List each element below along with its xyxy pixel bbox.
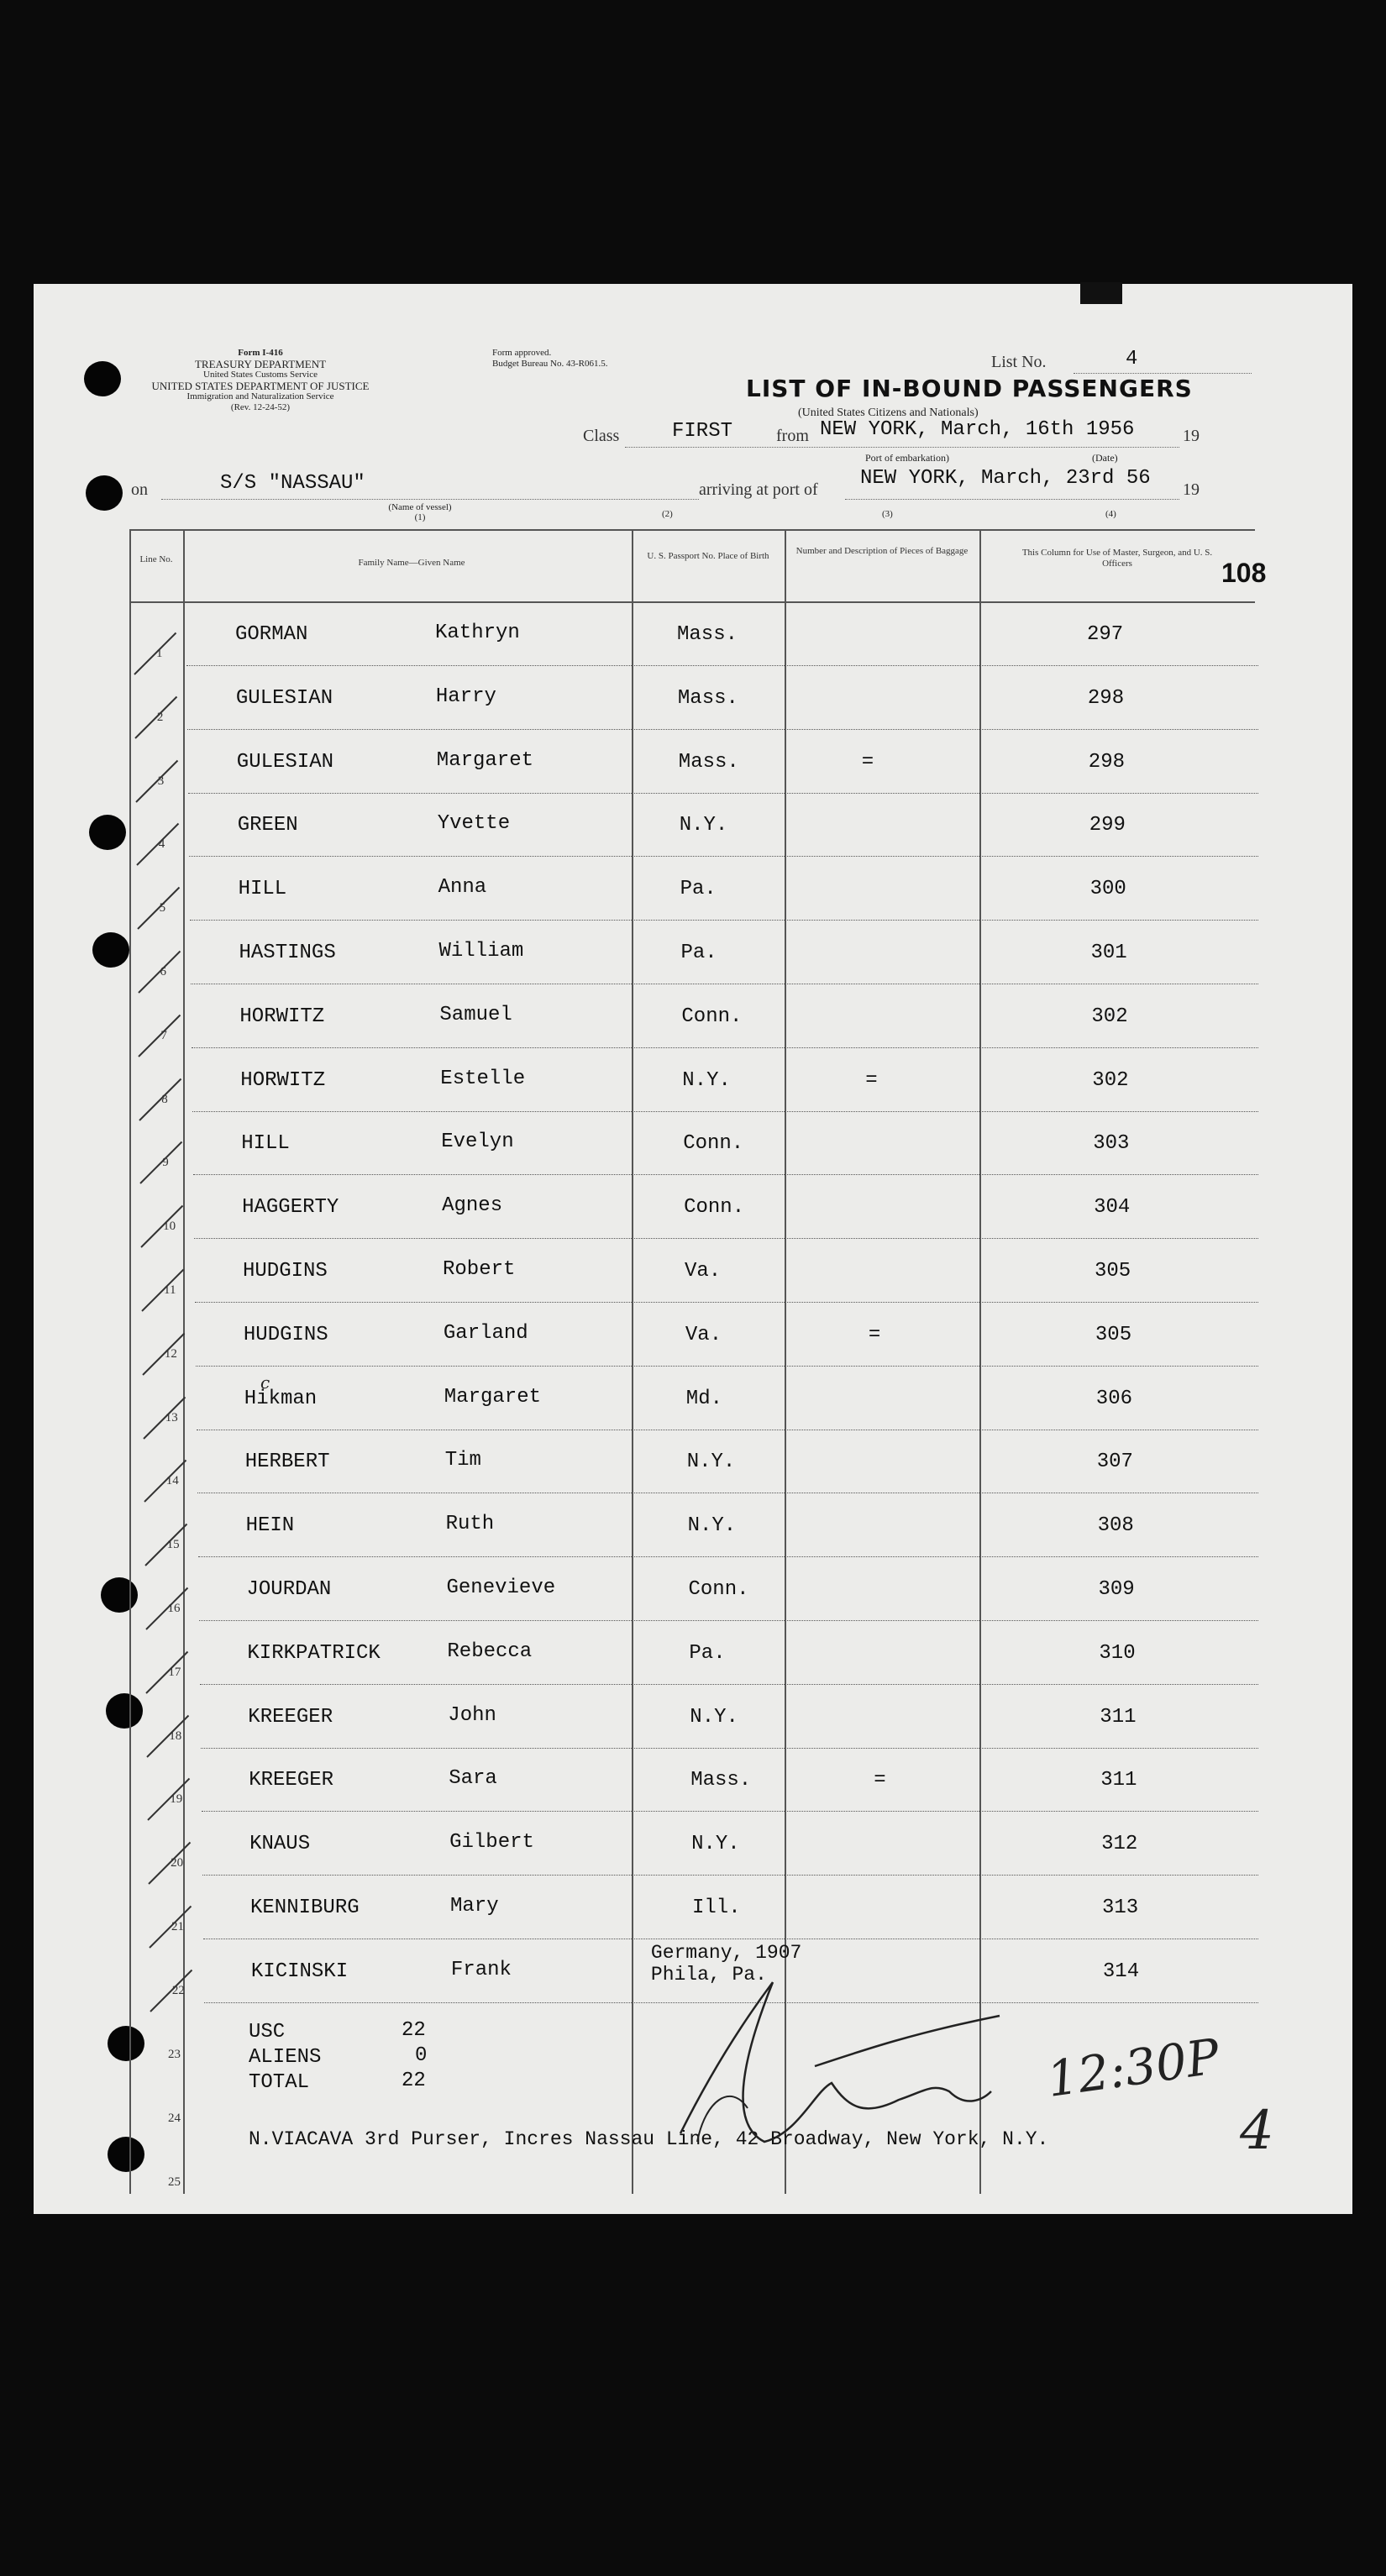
on-label: on <box>131 480 148 499</box>
baggage-mark: = <box>865 1068 878 1092</box>
row-divider <box>196 1366 1258 1367</box>
handwritten-time: 12:30P <box>1043 2027 1223 2109</box>
row-divider <box>195 1302 1258 1303</box>
line-number: 16 <box>167 1602 181 1615</box>
punch-hole <box>108 2026 144 2061</box>
family-name: HORWITZ <box>240 1068 326 1092</box>
line-number-24: 24 <box>168 2112 181 2125</box>
line-number: 17 <box>168 1665 181 1679</box>
family-name: GORMAN <box>235 623 308 646</box>
birthplace: N.Y. <box>690 1705 738 1729</box>
family-name: HILL <box>241 1132 290 1156</box>
punch-hole <box>106 1693 143 1729</box>
family-name: KREEGER <box>248 1705 333 1729</box>
row-divider <box>192 1111 1258 1112</box>
manifest-number: 311 <box>1100 1705 1137 1729</box>
row-divider <box>187 729 1258 730</box>
birthplace: Pa. <box>680 942 717 964</box>
birthplace: Pa. <box>680 878 717 901</box>
birthplace: Mass. <box>678 750 739 774</box>
port-embark-caption: Port of embarkation) <box>865 452 949 464</box>
col-header-name: Family Name—Given Name <box>358 558 465 568</box>
manifest-number: 305 <box>1095 1323 1132 1346</box>
birthplace: Conn. <box>684 1196 745 1220</box>
given-name: Yvette <box>437 812 511 836</box>
line-number: 10 <box>163 1220 176 1234</box>
manifest-number: 312 <box>1101 1833 1138 1856</box>
list-label: List No. <box>991 353 1047 371</box>
manifest-number: 308 <box>1097 1514 1134 1538</box>
given-name: Ruth <box>445 1513 495 1536</box>
punch-hole <box>86 475 123 511</box>
row-divider <box>201 1748 1258 1749</box>
birthplace: N.Y. <box>682 1068 731 1092</box>
caption-2: (2) <box>662 509 673 519</box>
punch-hole <box>89 815 126 850</box>
manifest-number: 303 <box>1093 1132 1130 1156</box>
manifest-number: 299 <box>1089 814 1126 837</box>
caption-3: (3) <box>882 509 893 519</box>
row-divider <box>188 793 1258 794</box>
department: TREASURY DEPARTMENT <box>194 358 327 370</box>
birthplace: Pa. <box>689 1641 726 1665</box>
family-name: KIRKPATRICK <box>247 1641 381 1665</box>
manifest-number: 304 <box>1094 1196 1131 1220</box>
manifest-number: 305 <box>1095 1260 1131 1283</box>
col-header-passport: U. S. Passport No. Place of Birth <box>647 551 769 561</box>
manifest-number: 306 <box>1095 1387 1133 1410</box>
handwritten-correction: c <box>260 1372 270 1393</box>
line-number: 22 <box>171 1983 185 1997</box>
given-name: John <box>448 1703 496 1727</box>
given-name: William <box>438 940 524 963</box>
caption-4: (4) <box>1105 509 1116 519</box>
punch-hole <box>92 932 129 968</box>
line-number: 7 <box>160 1028 167 1042</box>
manifest-number: 314 <box>1102 1960 1140 1983</box>
given-name: Robert <box>443 1258 516 1281</box>
row-divider <box>189 856 1258 857</box>
manifest-number: 302 <box>1091 1005 1128 1028</box>
family-name: GREEN <box>237 814 298 837</box>
line-number-23: 23 <box>168 2048 181 2061</box>
manifest-number: 297 <box>1087 623 1124 646</box>
class-label: Class <box>583 427 620 445</box>
officer-signature <box>647 1965 1008 2167</box>
given-name: Sara <box>449 1767 497 1791</box>
birthplace: Conn. <box>688 1578 749 1601</box>
family-name: JOURDAN <box>246 1578 332 1601</box>
birthplace: Conn. <box>681 1005 743 1028</box>
immigration-service: Immigration and Naturalization Service <box>186 391 334 401</box>
given-name: Agnes <box>442 1194 503 1218</box>
family-name: GULESIAN <box>236 750 334 774</box>
form-approved: Form approved. <box>492 348 552 358</box>
manifest-number: 301 <box>1090 942 1127 964</box>
year-prefix: 19 <box>1183 427 1200 445</box>
given-name: Margaret <box>436 748 534 772</box>
usc-label: USC <box>249 2021 286 2043</box>
page-subtitle: (United States Citizens and Nationals) <box>798 407 979 419</box>
arriving-label: arriving at port of <box>699 480 818 499</box>
handwritten-page-four: 4 <box>1240 2100 1274 2162</box>
row-divider <box>194 1238 1258 1239</box>
from-label: from <box>776 427 809 445</box>
birthplace: N.Y. <box>686 1451 736 1474</box>
baggage-mark: = <box>861 750 874 774</box>
birthplace: Va. <box>685 1323 722 1346</box>
col-header-baggage: Number and Description of Pieces of Baggage <box>795 546 969 556</box>
table-top-border <box>129 529 1255 531</box>
row-divider <box>192 1047 1258 1048</box>
line-number: 21 <box>171 1920 184 1933</box>
col-header-officers: This Column for Use of Master, Surgeon, and U. S. Officers <box>1021 548 1213 569</box>
given-name: Samuel <box>439 1003 512 1026</box>
punch-hole <box>108 2137 144 2172</box>
given-name: Evelyn <box>441 1131 514 1154</box>
manifest-number: 298 <box>1088 750 1126 774</box>
punch-hole <box>84 361 121 396</box>
paper-clip-mark <box>1080 282 1122 304</box>
form-number: Form I-416 <box>238 348 283 358</box>
manifest-number: 302 <box>1092 1068 1129 1092</box>
family-name: HUDGINS <box>243 1260 328 1283</box>
given-name: Margaret <box>444 1385 542 1409</box>
birthplace: Mass. <box>690 1769 752 1792</box>
page-title: LIST OF IN-BOUND PASSENGERS <box>746 375 1193 402</box>
birthplace: Germany, 1907 Phila, Pa. <box>650 1941 802 1986</box>
arriving-value: NEW YORK, March, 23rd 56 <box>860 467 1151 490</box>
family-name: HASTINGS <box>239 942 336 964</box>
birthplace: Mass. <box>677 686 738 710</box>
line-number: 6 <box>160 965 166 978</box>
line-number: 19 <box>170 1792 183 1807</box>
row-divider <box>199 1620 1258 1621</box>
row-divider <box>202 1875 1258 1876</box>
family-name: HAGGERTY <box>242 1196 339 1220</box>
manifest-number: 307 <box>1096 1451 1133 1474</box>
line-number: 14 <box>165 1474 179 1488</box>
given-name: Rebecca <box>447 1640 533 1663</box>
family-name: KICINSKI <box>250 1960 349 1983</box>
usc-value: 22 <box>402 2019 426 2042</box>
line-number: 11 <box>164 1283 176 1297</box>
baggage-mark: = <box>874 1769 886 1792</box>
family-name: HEIN <box>245 1514 295 1538</box>
manifest-number: 313 <box>1102 1897 1139 1919</box>
page-number: 108 <box>1221 558 1267 588</box>
budget-bureau: Budget Bureau No. 43-R061.5. <box>492 359 608 369</box>
given-name: Harry <box>435 685 496 708</box>
line-number: 18 <box>169 1729 182 1743</box>
family-name: KENNIBURG <box>250 1897 360 1919</box>
form-header-block <box>126 348 395 413</box>
vessel-caption-number: (1) <box>414 512 426 522</box>
birthplace: Conn. <box>683 1132 744 1156</box>
document-sheet <box>34 284 1352 2214</box>
birthplace: N.Y. <box>691 1833 740 1856</box>
birthplace: Ill. <box>692 1897 741 1919</box>
vessel-caption-block <box>370 502 470 522</box>
aliens-value: 0 <box>415 2044 428 2067</box>
given-name: Anna <box>438 876 487 900</box>
line-number: 20 <box>171 1856 184 1870</box>
total-value: 22 <box>402 2070 426 2092</box>
punch-hole <box>101 1577 138 1613</box>
customs-service: United States Customs Service <box>203 370 318 380</box>
line-number-25: 25 <box>168 2175 181 2189</box>
purser-line: N.VIACAVA 3rd Purser, Incres Nassau Line, 42 Broadway, New York, N.Y. <box>249 2128 1049 2150</box>
aliens-label: ALIENS <box>249 2046 322 2069</box>
vessel-name: S/S "NASSAU" <box>220 472 365 495</box>
line-number: 4 <box>158 837 165 852</box>
line-number: 2 <box>156 710 164 724</box>
line-number: 1 <box>156 647 163 660</box>
year-prefix-2: 19 <box>1183 480 1200 499</box>
justice-department: UNITED STATES DEPARTMENT OF JUSTICE <box>151 380 370 392</box>
given-name: Genevieve <box>446 1577 556 1599</box>
approval-block <box>492 348 607 370</box>
birthplace: N.Y. <box>679 814 728 837</box>
line-number: 15 <box>166 1538 180 1552</box>
family-name: HERBERT <box>244 1451 330 1474</box>
manifest-number: 300 <box>1089 878 1126 901</box>
table-header-border <box>129 601 1255 603</box>
manifest-number: 298 <box>1087 686 1125 710</box>
given-name: Tim <box>444 1449 481 1472</box>
row-divider <box>198 1556 1258 1557</box>
baggage-mark: = <box>868 1323 881 1346</box>
manifest-number: 309 <box>1098 1578 1135 1601</box>
birthplace: N.Y. <box>687 1514 737 1538</box>
total-label: TOTAL <box>249 2071 310 2094</box>
manifest-number: 311 <box>1100 1769 1137 1792</box>
list-number: 4 <box>1126 348 1138 370</box>
given-name: Mary <box>450 1895 499 1918</box>
family-name: GULESIAN <box>235 686 333 710</box>
vessel-caption: (Name of vessel) <box>388 502 452 512</box>
birthplace: Mass. <box>677 623 738 646</box>
row-divider <box>190 920 1258 921</box>
family-name: Hikman <box>244 1387 318 1410</box>
date-caption: (Date) <box>1092 452 1118 464</box>
row-divider <box>186 665 1258 666</box>
family-name: HORWITZ <box>239 1005 325 1028</box>
col-header-line-no: Line No. <box>139 554 173 564</box>
line-number: 3 <box>157 774 165 788</box>
family-name: HILL <box>238 878 287 901</box>
given-name: Kathryn <box>435 622 520 644</box>
revision: (Rev. 12-24-52) <box>230 402 291 412</box>
given-name: Gilbert <box>449 1831 534 1855</box>
family-name: HUDGINS <box>243 1323 328 1346</box>
manifest-number: 310 <box>1099 1641 1136 1665</box>
birthplace: Md. <box>685 1387 723 1410</box>
family-name: KNAUS <box>249 1833 311 1856</box>
line-number: 5 <box>159 901 166 916</box>
birthplace: Va. <box>685 1260 722 1283</box>
line-number: 8 <box>161 1092 168 1106</box>
given-name: Garland <box>443 1321 528 1345</box>
row-divider <box>200 1684 1258 1685</box>
family-name: KREEGER <box>249 1769 334 1792</box>
given-name: Frank <box>450 1958 512 1981</box>
line-number: 9 <box>162 1156 169 1170</box>
given-name: Estelle <box>440 1067 526 1090</box>
from-value: NEW YORK, March, 16th 1956 <box>820 418 1135 441</box>
row-divider <box>193 1174 1258 1175</box>
line-number: 13 <box>165 1410 178 1424</box>
class-value: FIRST <box>672 420 733 443</box>
row-divider <box>202 1811 1258 1812</box>
line-number: 12 <box>164 1346 177 1361</box>
